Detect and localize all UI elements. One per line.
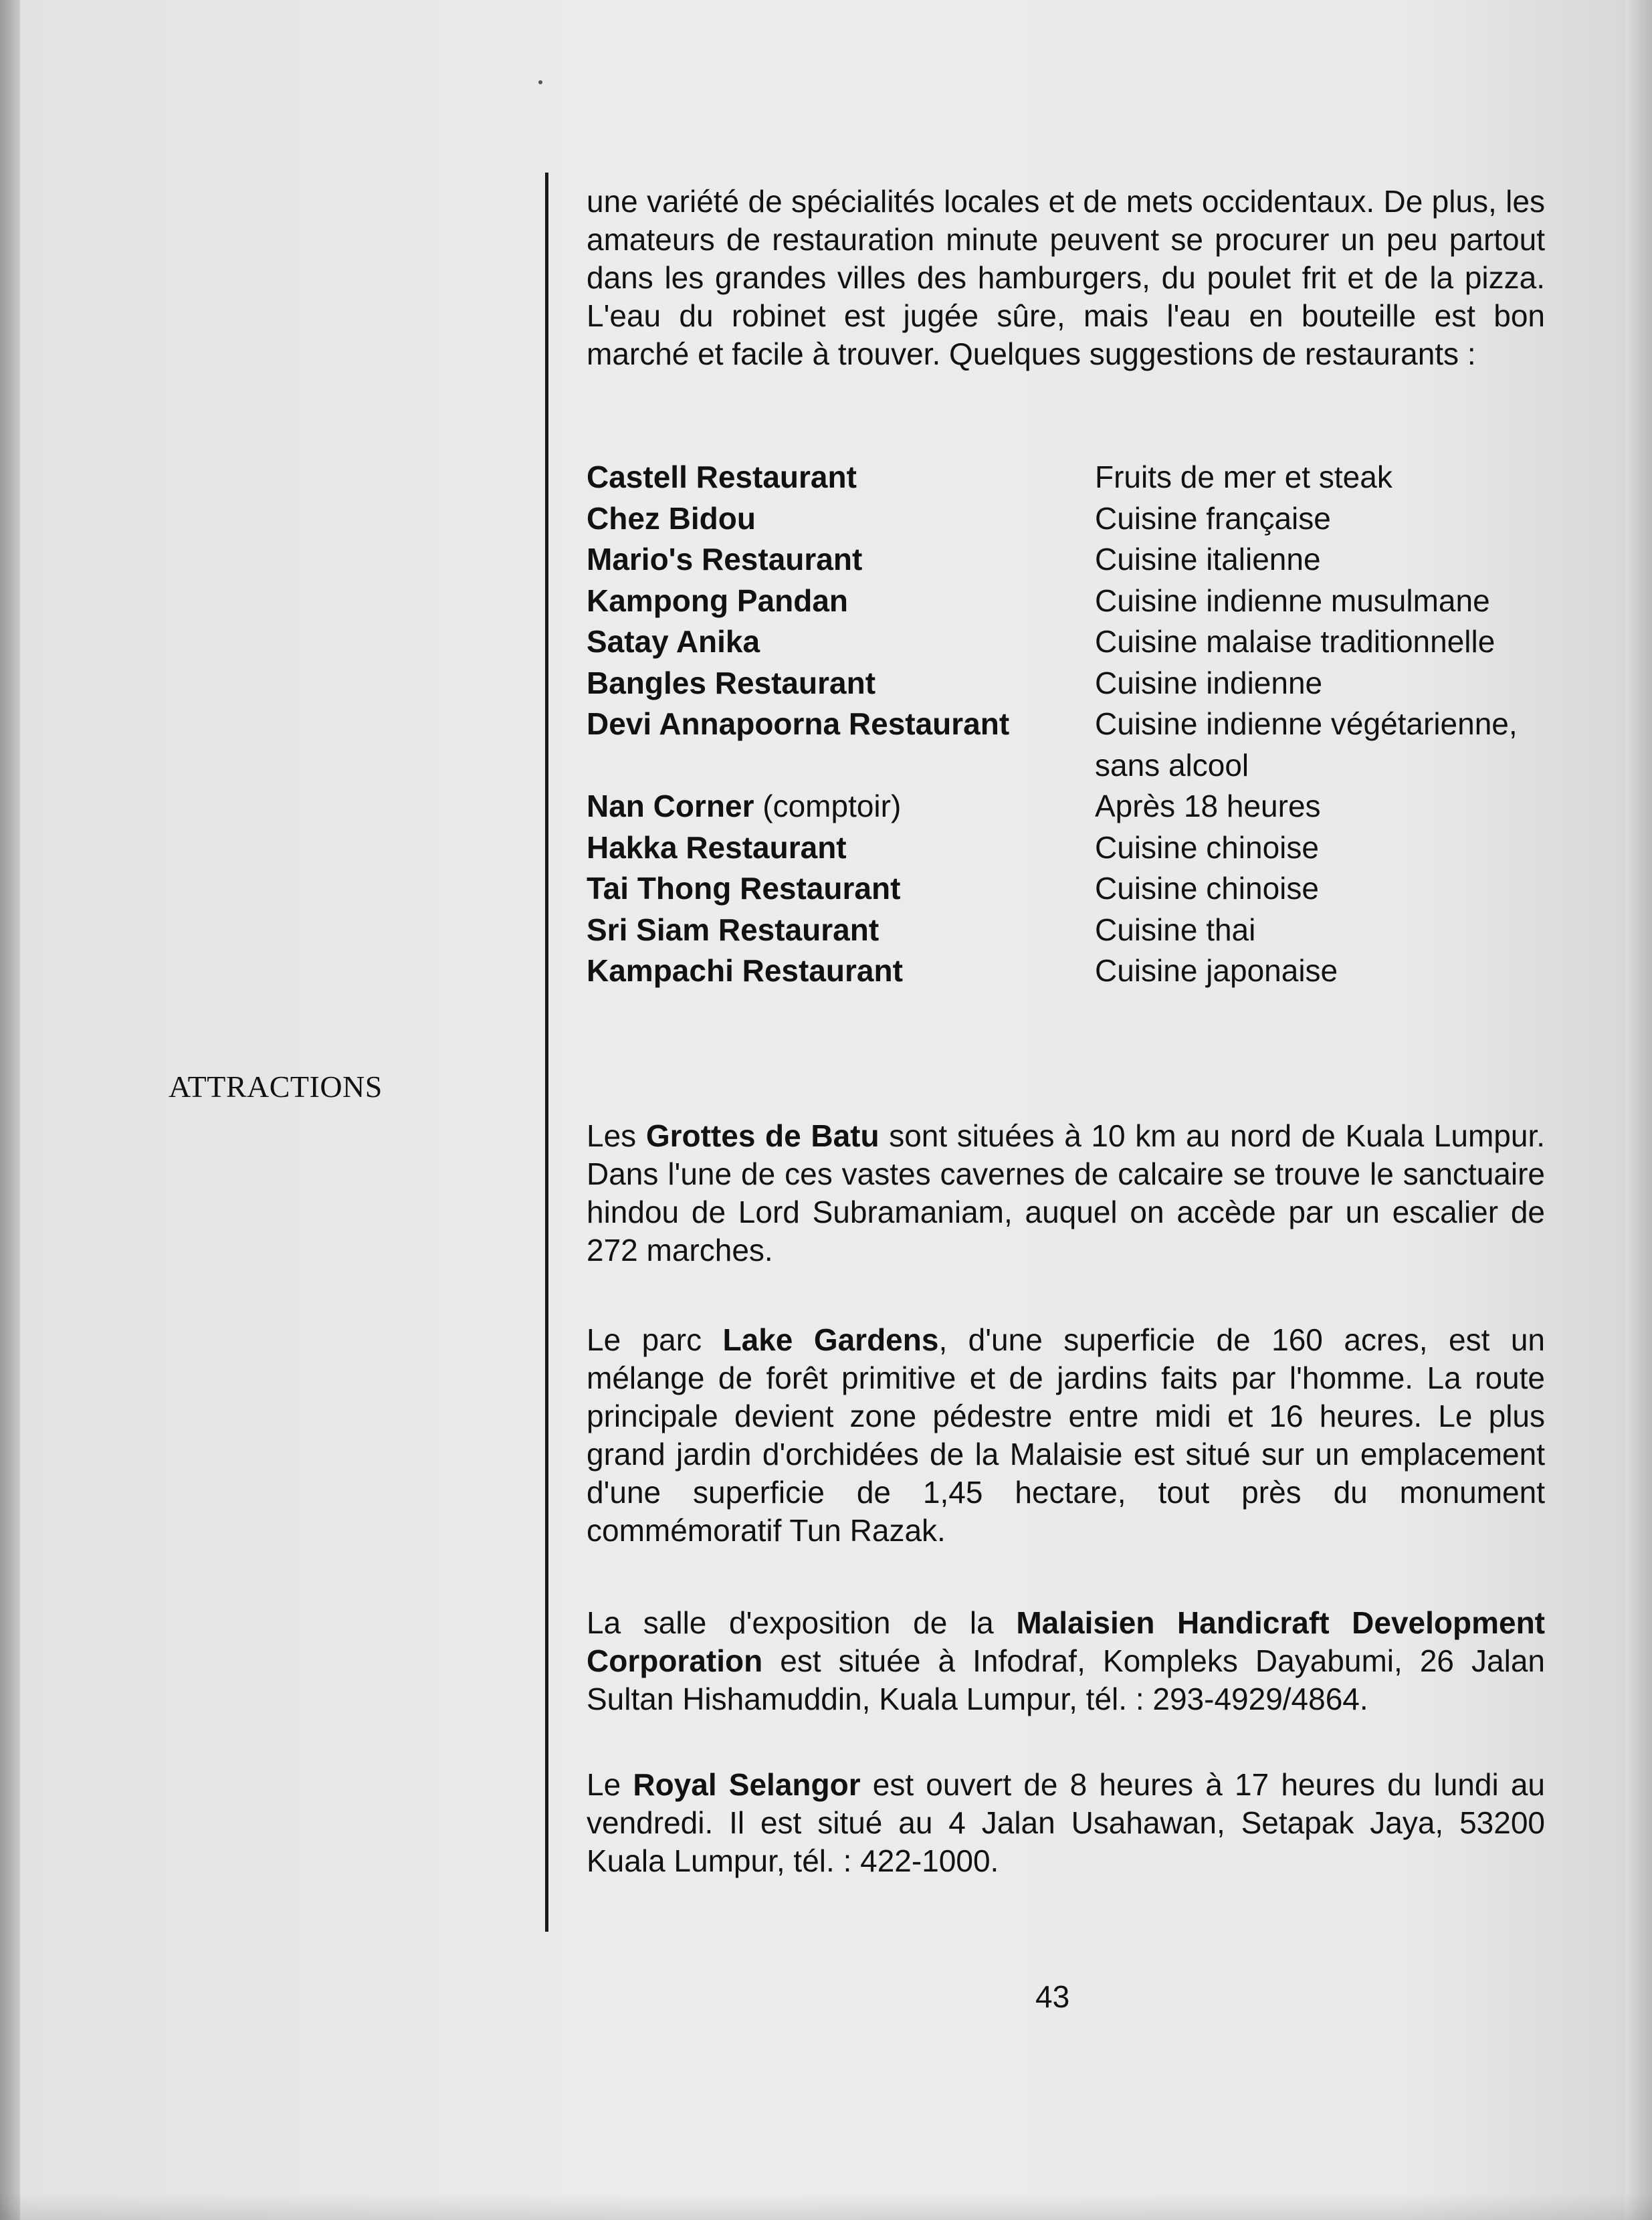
restaurant-row <box>587 950 1550 992</box>
restaurant-cuisine: Cuisine thai <box>1095 912 1256 947</box>
restaurant-row <box>587 786 1550 827</box>
section-heading: ATTRACTIONS <box>169 1070 383 1104</box>
restaurant-cuisine: Cuisine chinoise <box>1095 871 1319 906</box>
restaurant-row <box>587 581 1550 622</box>
restaurant-row <box>587 539 1550 581</box>
restaurant-row <box>587 621 1550 663</box>
restaurant-row <box>587 663 1550 704</box>
attraction-paragraph <box>587 1604 1545 1718</box>
restaurant-row <box>587 704 1550 786</box>
restaurant-name-text: Nan Corner <box>587 789 754 823</box>
restaurant-cuisine: Cuisine indienne <box>1095 665 1323 700</box>
restaurant-name: Kampong Pandan <box>587 583 849 618</box>
text-run: Le parc <box>587 1322 723 1357</box>
restaurant-cuisine: Cuisine indienne musulmane <box>1095 583 1490 618</box>
text-run: est située à Infodraf, Kompleks Dayabumi, 26 Jalan Sultan Hishamuddin, Kuala Lumpur, tél. : 293-4929/4864. <box>587 1643 1545 1716</box>
bold-term: Royal Selangor <box>633 1767 861 1802</box>
restaurant-name: Satay Anika <box>587 624 760 659</box>
restaurant-cuisine: Fruits de mer et steak <box>1095 460 1392 494</box>
text-run: , d'une superficie de 160 acres, est un mélange de forêt primitive et de jardins faits par l'homme. La route principale devient zone pédestre entre midi et 16 heures. Le plus grand jardin d'orchidées de la Malaisie est situé sur un emplacement d'une superficie de 1,45 hectare, tout près du monument commémoratif Tun Razak. <box>587 1322 1545 1548</box>
restaurant-note: (comptoir) <box>762 789 902 823</box>
page-edge-shadow <box>1625 0 1652 2220</box>
restaurant-name: Chez Bidou <box>587 500 756 536</box>
attraction-paragraph <box>587 1321 1545 1550</box>
restaurant-name: Sri Siam Restaurant <box>587 912 880 947</box>
page-number: 43 <box>1035 1979 1070 2014</box>
restaurant-name: Mario's Restaurant <box>587 542 863 577</box>
bold-term: Grottes de Batu <box>645 1118 880 1153</box>
attraction-paragraph <box>587 1117 1545 1270</box>
restaurant-cuisine: Cuisine indienne végétarienne, sans alcool <box>1095 706 1518 783</box>
text-run: Le <box>587 1767 633 1802</box>
restaurant-cuisine: Cuisine française <box>1095 500 1331 536</box>
restaurant-cuisine: Cuisine malaise traditionnelle <box>1095 624 1495 659</box>
intro-paragraph <box>587 183 1545 373</box>
restaurant-cuisine: Cuisine chinoise <box>1095 829 1319 865</box>
restaurant-row <box>587 827 1550 869</box>
paper-speck <box>538 80 542 84</box>
column-divider-rule <box>545 173 548 1932</box>
text-run: La salle d'exposition de la <box>587 1605 1017 1640</box>
restaurant-name: Castell Restaurant <box>587 460 857 494</box>
book-spine-shadow <box>0 0 20 2220</box>
restaurant-name: Bangles Restaurant <box>587 665 876 700</box>
restaurant-row <box>587 498 1550 540</box>
intro-text: une variété de spécialités locales et de mets occidentaux. De plus, les amateurs de restauration minute peuvent se procurer un peu partout dans les grandes villes des hamburgers, du poulet frit et de la pizza. L'eau du robinet est jugée sûre, mais l'eau en bouteille est bon marché et facile à trouver. Quelques suggestions de restaurants : <box>587 184 1545 371</box>
restaurant-name: Devi Annapoorna Restaurant <box>587 706 1010 741</box>
restaurant-row <box>587 868 1550 910</box>
restaurant-list <box>587 457 1550 992</box>
restaurant-row <box>587 910 1550 951</box>
restaurant-name <box>587 786 1095 827</box>
restaurant-name: Tai Thong Restaurant <box>587 871 901 906</box>
restaurant-cuisine: Cuisine italienne <box>1095 542 1321 577</box>
restaurant-name: Kampachi Restaurant <box>587 953 903 988</box>
attraction-paragraph <box>587 1766 1545 1880</box>
restaurant-cuisine: Après 18 heures <box>1095 789 1321 823</box>
bold-term: Lake Gardens <box>722 1322 939 1357</box>
bold-term: Malaisien Handicraft Development Corporation <box>587 1605 1545 1678</box>
page-bottom-shadow <box>0 2193 1652 2220</box>
restaurant-name: Hakka Restaurant <box>587 829 847 865</box>
text-run: est ouvert de 8 heures à 17 heures du lundi au vendredi. Il est situé au 4 Jalan Usahawan, Setapak Jaya, 53200 Kuala Lumpur, tél. : 422-1000. <box>587 1767 1545 1878</box>
restaurant-cuisine: Cuisine japonaise <box>1095 953 1338 988</box>
text-run: Les <box>587 1118 646 1153</box>
restaurant-row <box>587 457 1550 498</box>
text-run: sont situées à 10 km au nord de Kuala Lumpur. Dans l'une de ces vastes cavernes de calcaire se trouve le sanctuaire hindou de Lord Subramaniam, auquel on accède par un escalier de 272 marches. <box>587 1118 1545 1268</box>
